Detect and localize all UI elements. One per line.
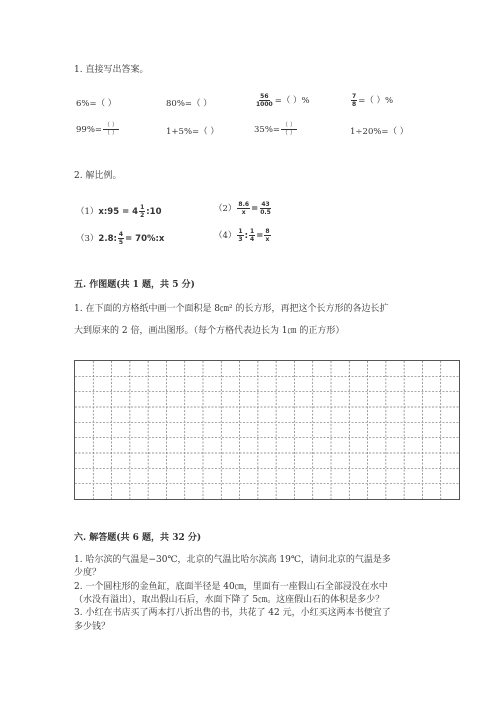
- q2-problem-2: （2） $\frac{8.6}{x}$ = $\frac{43}{0.5}$: [214, 201, 271, 216]
- section-5-line-2: 大到原来的 2 倍，画出图形。（每个方格代表边长为 1㎝ 的正方形）: [74, 326, 345, 336]
- section-6-line-5: 3. 小红在书店买了两本打八折出售的书，共花了 42 元，小红买这两本书便宜了: [74, 608, 391, 618]
- q1-item-8: 1÷20%=（ ）: [350, 127, 409, 137]
- section-5-line-1: 1. 在下面的方格纸中画一个面积是 8㎝² 的长方形，再把这个长方形的各边长扩: [74, 304, 389, 314]
- section-6-line-2: 少度？: [74, 568, 102, 578]
- section-6-line-6: 多少钱？: [74, 622, 111, 632]
- section-6-line-1: 1. 哈尔滨的气温是−30℃，北京的气温比哈尔滨高 19℃，请问北京的气温是多: [74, 555, 391, 565]
- q1-fraction-b: $\frac{7}{8}$: [352, 93, 357, 108]
- q1-item-7: 35%= $\frac{( )}{( )}$: [254, 122, 296, 137]
- section-6-heading: 六. 解答题(共 6 题，共 32 分): [74, 533, 202, 543]
- q1-item-6: 1+5%=（ ）: [166, 127, 219, 137]
- q1-item-5: 99%= $\frac{( )}{( )}$: [76, 122, 118, 137]
- q1-paren-fraction-2: $\frac{( )}{( )}$: [282, 122, 296, 137]
- q1-fraction-a: $\frac{56}{1000}$: [256, 93, 273, 108]
- q2-problem-3: （3）2.8: $\frac{4}{5}$ = 70%:x: [76, 231, 165, 246]
- q2-problem-4: （4） $\frac{1}{3}$ : $\frac{1}{4}$ = $\frac{8}{x}$: [214, 228, 270, 243]
- q1-title: 1. 直接写出答案。: [74, 65, 149, 75]
- q1-item-2: 80%=（ ）: [166, 99, 212, 109]
- q1-item-1: 6%=（ ）: [76, 99, 117, 109]
- drawing-grid[interactable]: [74, 360, 460, 500]
- section-6-line-4: （水没有溢出），取出假山石后，水面下降了 5㎝。这座假山石的体积是多少？: [74, 595, 385, 605]
- section-5-heading: 五. 作图题(共 1 题，共 5 分): [74, 280, 195, 290]
- q2-title: 2. 解比例。: [74, 171, 122, 181]
- q1-item-3: $\frac{56}{1000}$ =（ ）%: [256, 93, 310, 108]
- section-6-line-3: 2. 一个圆柱形的金鱼缸，底面半径是 40㎝，里面有一座假山石全部浸没在水中: [74, 582, 388, 592]
- q1-item-4: $\frac{7}{8}$ =（ ）%: [352, 93, 394, 108]
- q2-problem-1: （1）x:95 = 4 $\frac{1}{2}$ :10: [76, 204, 162, 219]
- grid-lines: [75, 361, 459, 499]
- q1-paren-fraction-1: $\frac{( )}{( )}$: [104, 122, 118, 137]
